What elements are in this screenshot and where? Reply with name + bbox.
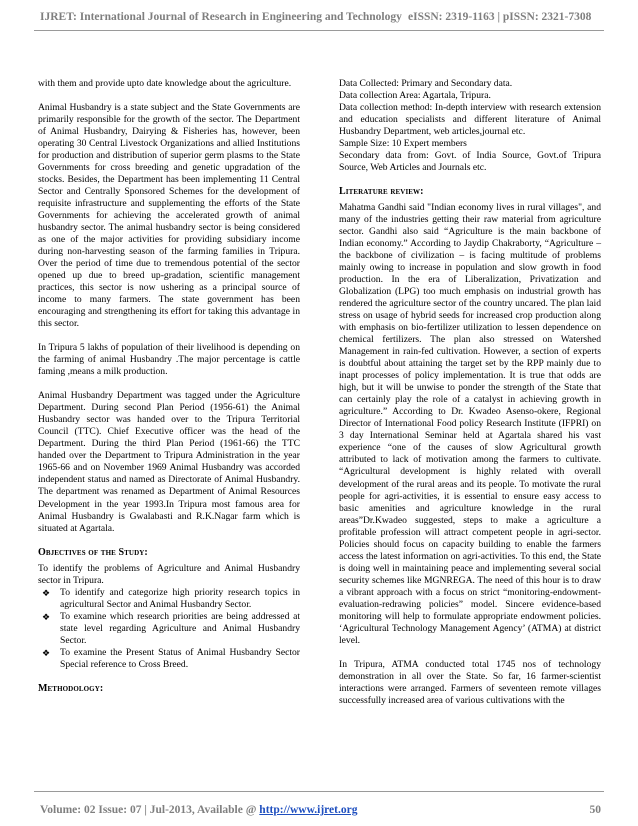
journal-title: IJRET: International Journal of Research in Engineering and Technology bbox=[40, 11, 402, 23]
diamond-bullet-icon: ❖ bbox=[42, 587, 51, 598]
issn-info: eISSN: 2319-1163 | pISSN: 2321-7308 bbox=[408, 11, 592, 23]
right-column bbox=[339, 78, 601, 707]
footer-rule bbox=[34, 791, 604, 792]
journal-link[interactable]: http://www.ijret.org bbox=[259, 804, 358, 816]
page-number: 50 bbox=[589, 804, 601, 816]
left-column bbox=[38, 78, 300, 699]
method-line: Data collection Area: Agartala, Tripura. bbox=[339, 90, 491, 102]
literature-heading: Literature review: bbox=[339, 186, 424, 198]
paragraph: Animal Husbandry is a state subject and the State Governments are primarily responsible for the growth of the sector. The Department of Animal Husbandry, Dairying & Fisheries has, however, been operating 30 Central Livestock Organizations and allied Institutions for production and distribution of superior germ plasms to the State Governments for cross breeding and genetic upgradation of the stocks. Besides, the Department has been implementing 11 Central Sector and Centrally Sponsored Schemes for the development of requisite infrastructure and supplementing the efforts of the State Governments for achieving the accelerated growth of animal husbandry sector. The animal husbandry sector is being considered as one of the major activities for providing subsidiary income during non-harvesting season of the farming families in Tripura. Over the period of time due to tremendous potential of the sector opened up due to breed up-gradation, scientific management practices, this sector is now ushering as a principal source of income to many farmers. The state government has been encouraging and strengthening its effort for taking this advantage in this sector. bbox=[38, 102, 300, 330]
objectives-intro: To identify the problems of Agriculture and Animal Husbandry sector in Tripura. bbox=[38, 562, 300, 586]
list-item: ❖ To examine which research priorities are being addressed at state level regarding Agriculture and Animal Husbandry Sector. bbox=[42, 610, 300, 646]
paragraph: Animal Husbandry Department was tagged under the Agriculture Department. During second Plan Period (1956-61) the Animal Husbandry sector was handed over to the Tripura Territorial Council (TTC). Chief Executive officer was the head of the Department. During the third Plan Period (1961-66) the TTC handed over the Department to Tripura Administration in the year 1965-66 and on November 1969 Animal Husbandry was accorded independent status and named as Directorate of Animal Husbandry. The department was renamed as Department of Animal Resources Development in the year 1993.In Tripura most famous area for Animal Husbandry is Gwalabasti and R.K.Nagar farm which is situated at Agartala. bbox=[38, 390, 300, 534]
paragraph: In Tripura, ATMA conducted total 1745 nos of technology demonstration in all over the State. So far, 16 farmer-scientist interactions were arranged. Farmers of seventeen remote villages successfully increased area of various cultivations with the bbox=[339, 658, 601, 706]
paragraph: with them and provide upto date knowledge about the agriculture. bbox=[38, 78, 292, 89]
running-header bbox=[40, 11, 601, 23]
header-rule bbox=[34, 30, 604, 31]
objectives-heading: Objectives of the Study: bbox=[38, 546, 148, 558]
list-item: ❖ To identify and categorize high priority research topics in agricultural Sector and Animal Husbandry Sector. bbox=[42, 586, 300, 610]
list-item: ❖ To examine the Present Status of Animal Husbandry Sector Special reference to Cross Breed. bbox=[42, 646, 300, 670]
method-line: Secondary data from: Govt. of India Source, Govt.of Tripura Source, Web Articles and Journals etc. bbox=[339, 150, 601, 174]
volume-info: Volume: 02 Issue: 07 | Jul-2013, Available @ bbox=[40, 804, 260, 816]
running-footer bbox=[40, 804, 601, 816]
diamond-bullet-icon: ❖ bbox=[42, 611, 51, 622]
method-line: Data collection method: In-depth interview with research extension and education specialists and different literature of Animal Husbandry Department, web articles,journal etc. bbox=[339, 102, 601, 138]
paragraph: Mahatma Gandhi said "Indian economy lives in rural villages", and many of the industries getting their raw material from agriculture sector. Gandhi also said “Agriculture is the main backbone of Indian economy.” According to Jaydip Chakraborty, “Agriculture – the backbone of civilization – is facing multitude of problems mainly owing to increase in population and slow growth in food production. In the era of Liberalization, Privatization and Globalization (LPG) too much emphasis on industrial growth has rendered the agriculture sector of the country uncared. The plan laid stress on usage of hybrid seeds for increased crop production along with emphasis on bio-fertilizer utilization to lessen dependence on chemical fertilizers. The plan also stressed on Watershed Management in rain-fed cultivation. However, a section of experts is doubtful about attaining the target set by the RPP mainly due to inapt processes of policy implementation. It is true that odds are high, but it will be unwise to ponder the strength of the State that can certainly play the role of a catalyst in achieving growth in agriculture.” According to Dr. Kwadeo Asenso-okere, Regional Director of International Food policy Research Institute (IFPRI) on 3 day International Seminar held at Agartala shared his vast experience “one of the causes of slow Agricultural growth attributed to lack of motivation among the farmers to cultivate. “Agricultural development is highly related with overall development of the rural areas and its people. To motivate the rural people for agri-activities, it is essential to ensure easy access to basic amenities and agriculture knowledge in the rural areas”Dr.Kwadeo suggested, steps to make a agriculture a profitable profession will attract competent people in agri-sector. Policies should focus on capacity building to enable the farmers access the latest information on agri-activities. To this end, the State is doing well in maintaining peace and implementing several social security schemes like MGNREGA. The need of this hour is to draw a vibrant approach with a focus on strict “monitoring-endowment-evaluation-redrawing policies” model. Sincere evidence-based monitoring will help to formulate appropriate endowment policies. ‘Agricultural Technology Management Agency’ (ATMA) at district level. bbox=[339, 202, 601, 646]
diamond-bullet-icon: ❖ bbox=[42, 647, 51, 658]
methodology-heading: Methodology: bbox=[38, 682, 104, 694]
paragraph: In Tripura 5 lakhs of population of their livelihood is depending on the farming of animal Husbandry .The major percentage is cattle faming ,means a milk production. bbox=[38, 342, 300, 378]
objectives-list bbox=[38, 587, 300, 671]
method-line: Data Collected: Primary and Secondary data. bbox=[339, 78, 513, 89]
method-line: Sample Size: 10 Expert members bbox=[339, 138, 467, 150]
